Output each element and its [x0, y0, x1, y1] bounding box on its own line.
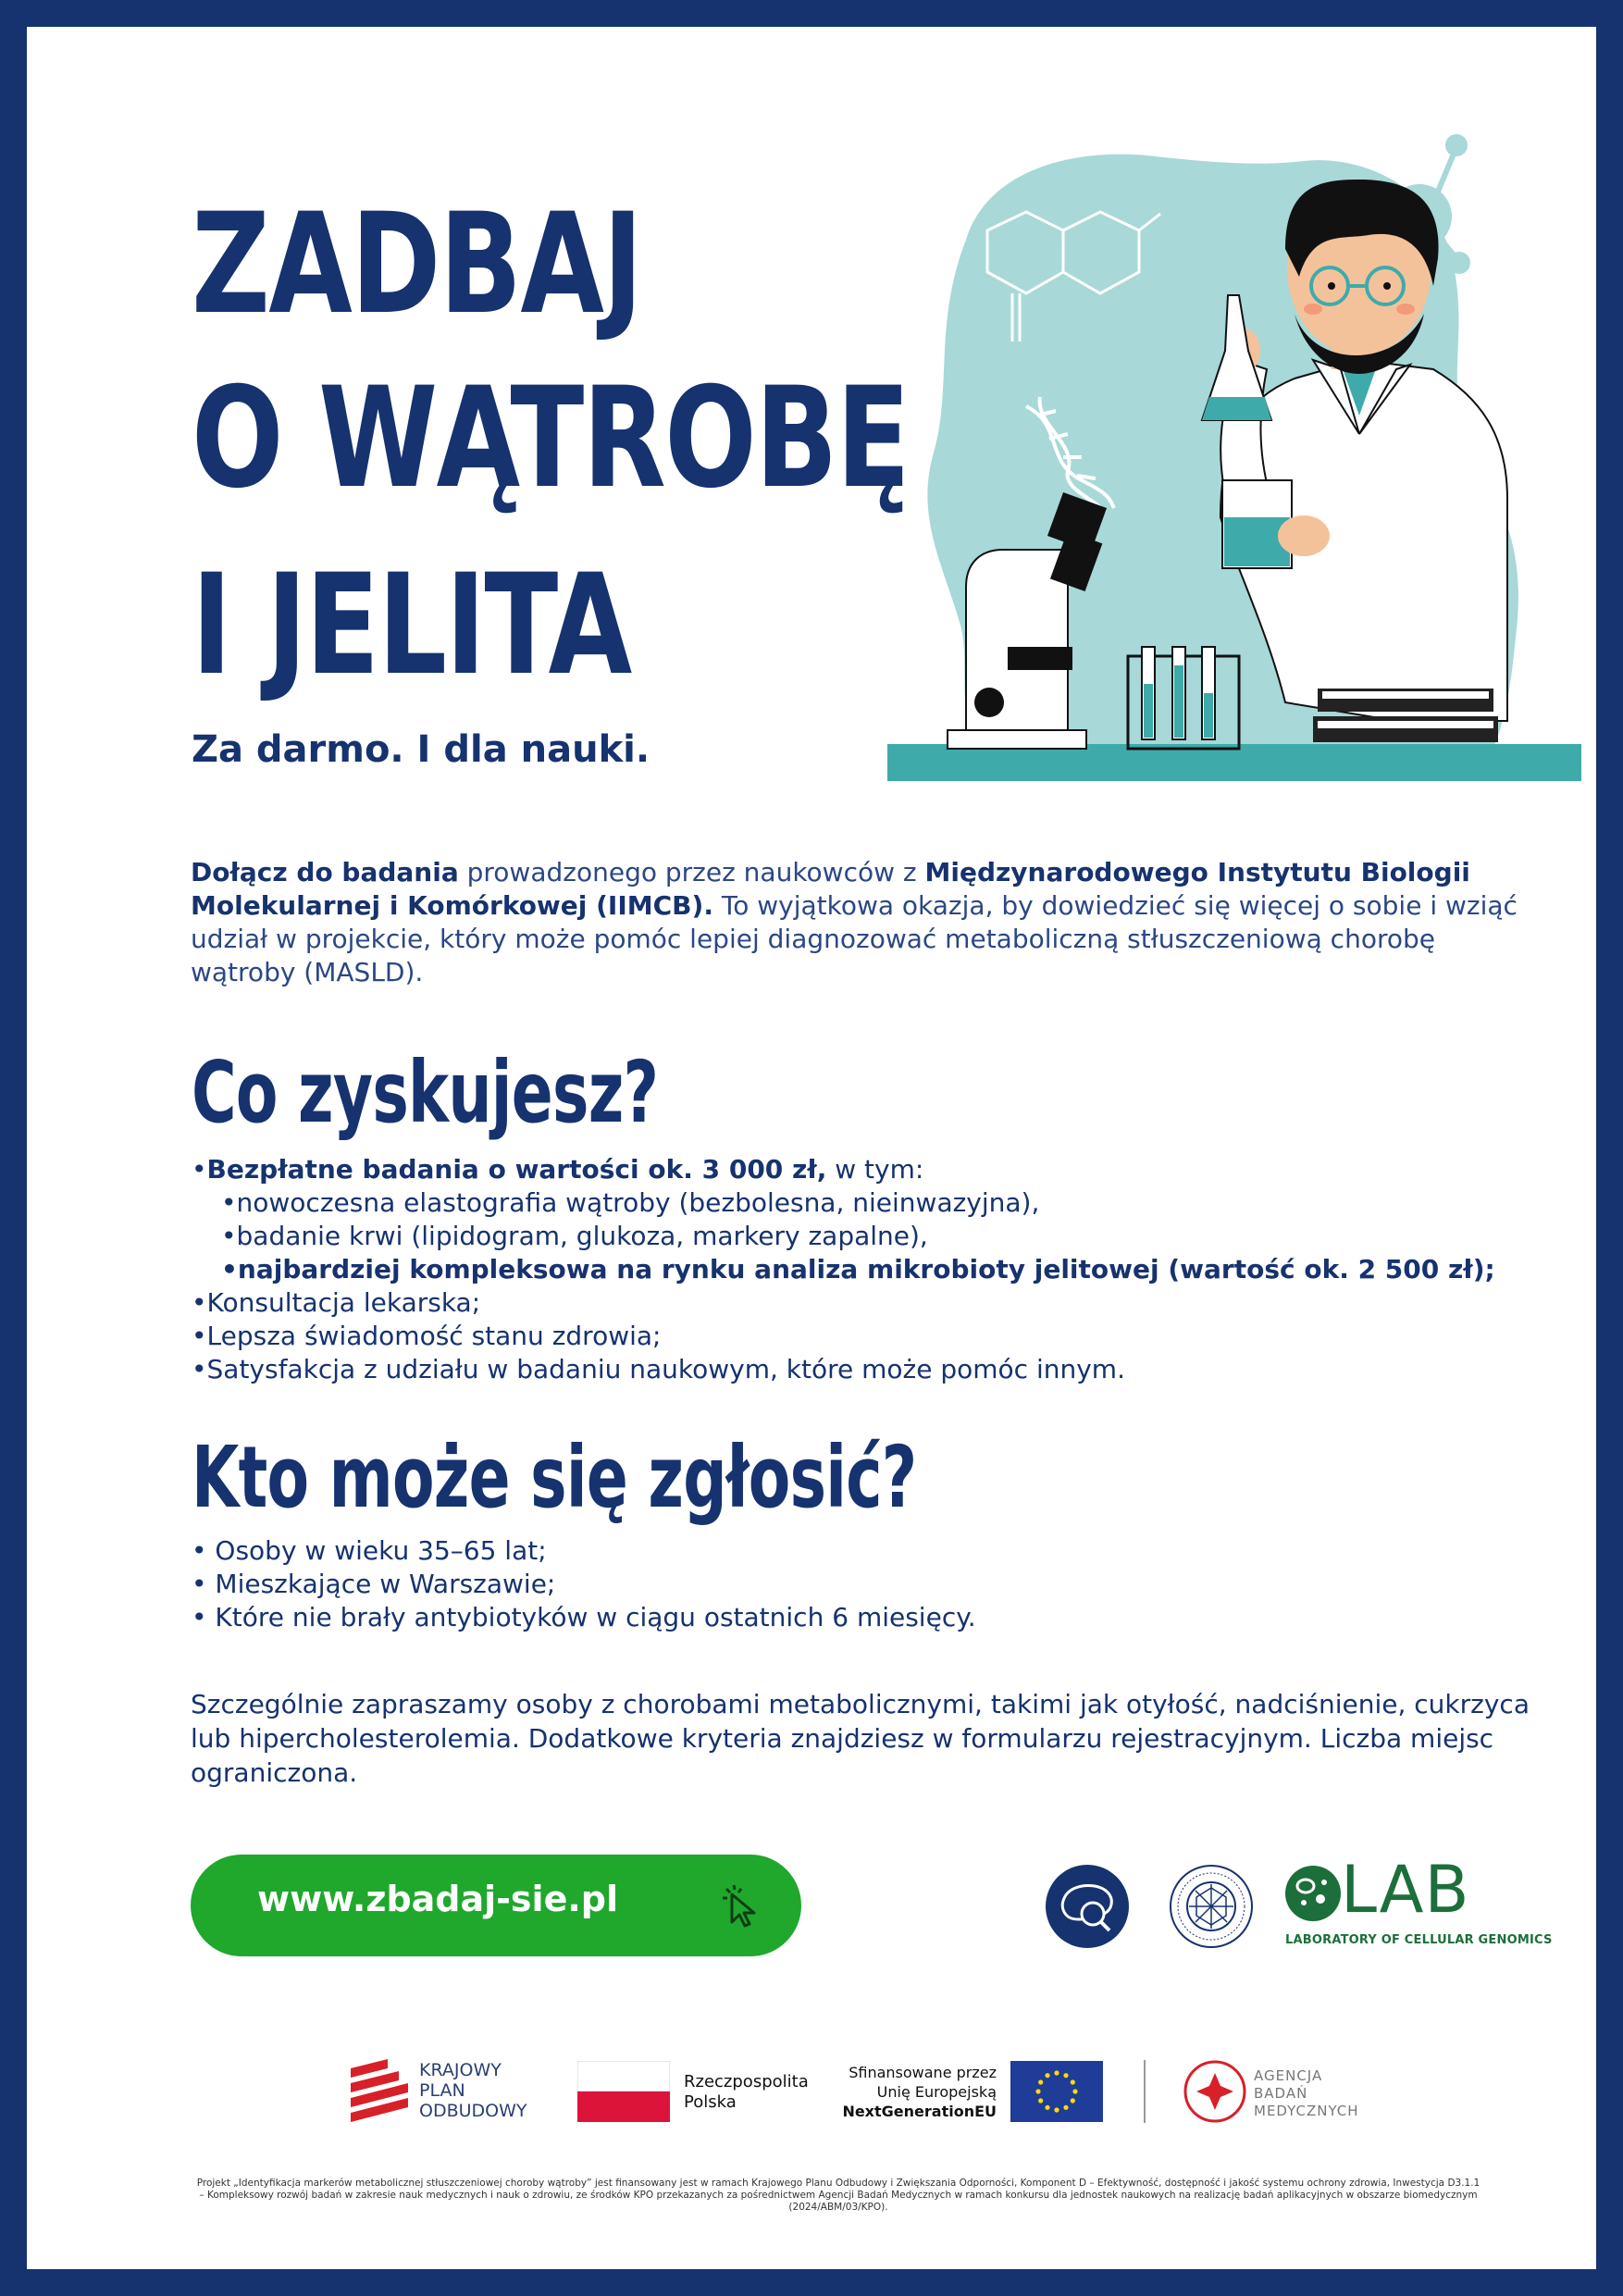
- eu-line-1: Sfinansowane przez: [849, 2064, 997, 2081]
- lab-logo-subtitle: LABORATORY OF CELLULAR GENOMICS: [1285, 1933, 1553, 1947]
- eu-logo-text: [823, 2063, 997, 2121]
- subtitle: Za darmo. I dla nauki.: [192, 728, 650, 771]
- liver-research-logo-icon: [1045, 1864, 1130, 1949]
- title-line-3: I JELITA: [192, 545, 631, 706]
- title-line-2: O WĄTROBĘ: [192, 358, 910, 519]
- intro-text-1: prowadzonego przez naukowców z: [458, 857, 925, 887]
- eu-star: [1071, 2079, 1075, 2084]
- eu-star: [1035, 2089, 1040, 2093]
- iimcb-logo-icon: [1169, 1864, 1254, 1949]
- logo-divider: [1144, 2060, 1146, 2123]
- intro-bold-2: Międzynarodowego Instytutu Biologii Molekularnej i Komórkowej (IIMCB).: [191, 857, 1470, 921]
- website-url[interactable]: www.zbadaj-sie.pl: [257, 1879, 619, 1919]
- abm-line-1: AGENCJA: [1254, 2067, 1323, 2084]
- eu-star: [1063, 2105, 1068, 2110]
- eu-flag-icon: [1010, 2061, 1103, 2122]
- eligibility-item-2-text: Mieszkające w Warszawie;: [215, 1569, 556, 1599]
- benefit-sub-1: •nowoczesna elastografia wątroby (bezbolesna, nieinwazyjna),: [221, 1187, 1040, 1218]
- website-link-button[interactable]: [191, 1855, 801, 1956]
- eu-star: [1072, 2089, 1077, 2093]
- eu-star: [1038, 2079, 1043, 2084]
- benefit-main-bold: Bezpłatne badania o wartości ok. 3 000 zł,: [206, 1154, 827, 1185]
- eu-star: [1045, 2073, 1049, 2078]
- eligibility-item-3-text: Które nie brały antybiotyków w ciągu ostatnich 6 miesięcy.: [215, 1602, 976, 1632]
- benefit-sub-3: •najbardziej kompleksowa na rynku analiza mikrobioty jelitowej (wartość ok. 2 500 zł);: [221, 1254, 1495, 1285]
- kpo-logo-icon: [351, 2059, 408, 2122]
- benefit-sub-2: •badanie krwi (lipidogram, glukoza, markery zapalne),: [221, 1221, 928, 1251]
- benefits-heading: Co zyskujesz?: [192, 1043, 659, 1142]
- eu-line-3: NextGenerationEU: [842, 2103, 997, 2120]
- benefit-sub-2-text: badanie krwi (lipidogram, glukoza, markery zapalne),: [236, 1221, 928, 1251]
- benefit-item-2: •Konsultacja lekarska;: [192, 1287, 481, 1318]
- benefit-main-rest: w tym:: [826, 1154, 924, 1185]
- eu-star: [1054, 2107, 1059, 2112]
- kpo-logo-text: [419, 2060, 527, 2121]
- scientist-illustration: [878, 129, 1591, 786]
- abm-line-2: BADAŃ: [1254, 2085, 1308, 2102]
- benefit-item-3-text: Lepsza świadomość stanu zdrowia;: [206, 1321, 662, 1351]
- intro-text-2: To wyjątkowa okazja, by dowiedzieć się więcej o sobie i wziąć udział w projekcie, który może pomóc lepiej diagnozować metaboliczną stłuszczeniową chorobę wątroby (MASLD).: [191, 890, 1518, 987]
- eligibility-heading: Kto może się zgłosić?: [192, 1428, 917, 1527]
- rp-line-1: Rzeczpospolita: [684, 2072, 809, 2091]
- eu-line-2: Unię Europejską: [876, 2083, 997, 2101]
- eligibility-item-2: • Mieszkające w Warszawie;: [192, 1569, 556, 1599]
- eligibility-list: [192, 1534, 976, 1634]
- funding-footer-note: Projekt „Identyfikacja markerów metabolicznej stłuszczeniowej choroby wątroby” jest finansowany jest w ramach Krajowego Planu Odbudowy i Zwiększania Odporności, Komponent D – Efektywność, dostępność i jakość systemu ochrony zdrowia, Inwestycja D3.1.1 – Kompleksowy rozwój badań w zakresie nauk medycznych i nauk o zdrowiu, ze środków KPO przekazanych za pośrednictwem Agencji Badań Medycznych w ramach konkursu dla jednostek naukowych na realizację badań aplikacyjnych w obszarze biomedycznym (2024/ABM/03/KPO).: [196, 2178, 1481, 2213]
- benefit-sub-3-text: najbardziej kompleksowa na rynku analiza mikrobioty jelitowej (wartość ok. 2 500 zł);: [237, 1254, 1495, 1285]
- benefits-list: [192, 1153, 1495, 1386]
- abm-logo-text: [1254, 2067, 1359, 2120]
- intro-bold-1: Dołącz do badania: [191, 857, 459, 887]
- atom-icon: [1459, 324, 1533, 399]
- abm-logo-icon: [1183, 2060, 1246, 2123]
- kpo-line-3: ODBUDOWY: [419, 2101, 527, 2121]
- benefit-item-3: •Lepsza świadomość stanu zdrowia;: [192, 1321, 662, 1351]
- benefit-item-4-text: Satysfakcja z udziału w badaniu naukowym, które może pomóc innym.: [206, 1354, 1125, 1384]
- kpo-line-1: KRAJOWY: [419, 2060, 502, 2080]
- eu-star: [1071, 2098, 1075, 2103]
- benefit-item-1: •Bezpłatne badania o wartości ok. 3 000 zł, w tym:: [192, 1154, 924, 1185]
- rp-line-2: Polska: [684, 2092, 737, 2112]
- eu-star: [1038, 2098, 1043, 2103]
- eligibility-item-1-text: Osoby w wieku 35–65 lat;: [215, 1535, 547, 1566]
- eligibility-item-3: • Które nie brały antybiotyków w ciągu ostatnich 6 miesięcy.: [192, 1602, 976, 1632]
- poland-flag-icon: [577, 2061, 670, 2122]
- kpo-line-2: PLAN: [419, 2080, 465, 2101]
- invitation-note: Szczególnie zapraszamy osoby z chorobami metabolicznymi, takimi jak otyłość, nadciśnienie, cukrzyca lub hipercholesterolemia. Dodatkowe kryteria znajdziesz w formularzu rejestracyjnym. Liczba miejsc ograniczona.: [191, 1689, 1530, 1788]
- rp-logo-text: [684, 2072, 809, 2113]
- benefit-sub-1-text: nowoczesna elastografia wątroby (bezbolesna, nieinwazyjna),: [236, 1187, 1040, 1218]
- lab-cell-logo-icon: [1283, 1864, 1343, 1923]
- eu-star: [1063, 2073, 1068, 2078]
- title-line-1: ZADBAJ: [192, 184, 642, 345]
- lab-logo-text: LAB: [1341, 1852, 1470, 1928]
- abm-line-3: MEDYCZNYCH: [1254, 2103, 1359, 2119]
- benefit-item-4: •Satysfakcja z udziału w badaniu naukowym, które może pomóc innym.: [192, 1354, 1125, 1384]
- eligibility-item-1: • Osoby w wieku 35–65 lat;: [192, 1535, 547, 1566]
- benefit-item-2-text: Konsultacja lekarska;: [206, 1287, 481, 1318]
- intro-paragraph: [191, 856, 1523, 989]
- eu-star: [1054, 2070, 1059, 2075]
- cursor-click-icon: [713, 1880, 765, 1931]
- eu-star: [1045, 2105, 1049, 2110]
